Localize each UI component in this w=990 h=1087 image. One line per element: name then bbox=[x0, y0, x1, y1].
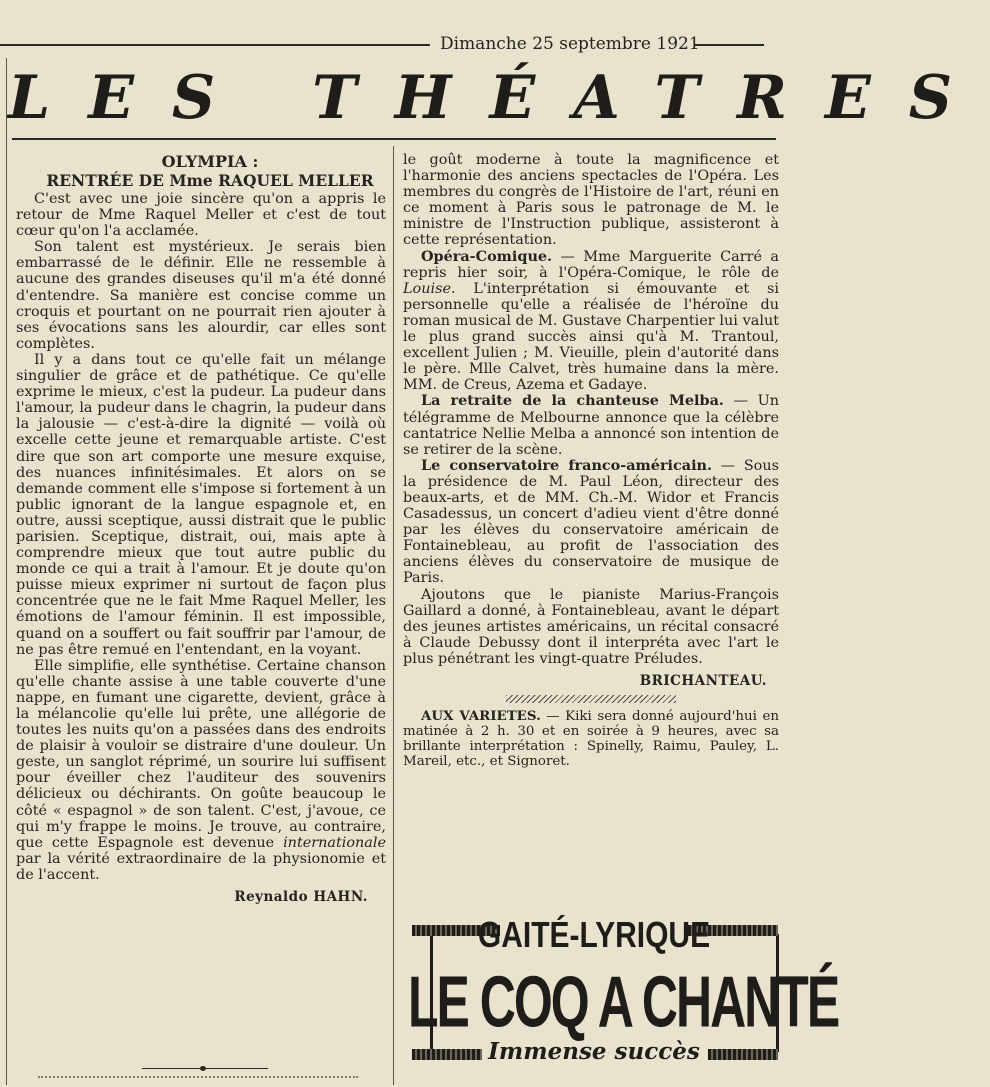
news-item-emphasis: Louise bbox=[403, 280, 451, 297]
news-item-text: — Kiki sera donné aujourd'hui en matinée à 2 h. 30 et en soirée à 9 heures, avec sa brillante interprétation : Spinelly, Raimu, Pauley, L. Mareil, etc., et Signoret. bbox=[403, 709, 780, 770]
news-item-lead: La retraite de la chanteuse Melba. bbox=[421, 392, 724, 410]
page-margin-rule bbox=[6, 58, 7, 1085]
dateline bbox=[0, 33, 800, 57]
continued-paragraph: le goût moderne à toute la magnificence et l'harmonie des anciens spectacles de l'Opéra. Les membres du congrès de l'Histoire de l'art, réuni en ce moment à Paris sous le patronage de M. le ministre de l'Instruction publique, assisteront à cette représentation. bbox=[403, 152, 779, 249]
news-item bbox=[403, 249, 779, 394]
article-text: par la vérité extraordinaire de la physionomie et de l'accent. bbox=[16, 850, 386, 883]
ad-venue: GAITÉ-LYRIQUE bbox=[477, 916, 711, 956]
article-text: Elle simplifie, elle synthétise. Certaine chanson qu'elle chante assise à une table couverte d'une nappe, en fumant une cigarette, devient, grâce à la mélancolie qu'elle lui prête, une allégorie de toutes les nuits qu'on a passées dans des endroits de plaisir à vouloir se distraire d'une douleur. Un geste, un sanglot réprimé, un sourire lui suffisent pour éveiller chez l'auditeur des souvenirs délicieux ou déchirants. On goûte beaucoup le côté « espagnol » de son talent. C'est, j'avoue, ce qui m'y frappe le moins. Je trouve, au contraire, que cette Espagnole est devenue bbox=[16, 657, 386, 851]
news-item-lead: AUX VARIETES. bbox=[421, 708, 541, 725]
section-title: LES THÉATRES bbox=[8, 63, 990, 133]
article-paragraph: Il y a dans tout ce qu'elle fait un mélange singulier de grâce et de pathétique. Ce qu'elle exprime le mieux, c'est la pudeur. La pudeur dans l'amour, la pudeur dans le chagrin, la pudeur dans la jalousie — c'est-à-dire la dignité — voilà où excelle cette jeune et remarquable artiste. C'est dire que son art comporte une mesure exquise, des nuances infinitésimales. Et alors on se demande comment elle s'impose si fortement à un public ignorant de la langue espagnole et, en outre, aussi sceptique, aussi distrait que le public parisien. Sceptique, distrait, oui, mais apte à comprendre mieux que tout autre public du monde ce qui a trait à l'amour. Et je doute qu'on puisse mieux exprimer ni surtout de façon plus concentrée que ne le fait Mme Raquel Meller, les émotions de l'amour féminin. Il est impossible, quand on a souffert ou fait souffrir par l'amour, de ne pas être remué en l'entendant, en la voyant. bbox=[16, 351, 386, 658]
news-paragraph: Ajoutons que le pianiste Marius-François Gaillard a donné, à Fontainebleau, avant le départ des jeunes artistes américains, un récital consacré à Claude Debussy dont il interpréta avec l'art le plus pénétrant les vingt-quatre Préludes. bbox=[403, 586, 779, 667]
article-subheading: RENTRÉE DE Mme RAQUEL MELLER bbox=[46, 171, 374, 190]
news-signature: BRICHANTEAU. bbox=[639, 673, 767, 689]
ad-tagline: Immense succès bbox=[488, 1038, 700, 1065]
advertisement-gaite-lyrique bbox=[408, 916, 839, 1068]
news-item-text: — Un télégramme de Melbourne annonce que la célèbre cantatrice Nellie Melba a annoncé son intention de se retirer de la scène. bbox=[403, 393, 780, 458]
news-item bbox=[403, 458, 779, 587]
section-title-rule bbox=[12, 138, 776, 140]
article-heading: OLYMPIA : bbox=[161, 152, 259, 171]
issue-date: Dimanche 25 septembre 1921 bbox=[440, 34, 700, 54]
article-paragraph: C'est avec une joie sincère qu'on a appris le retour de Mme Raquel Meller et c'est de tout cœur qu'on l'a acclamée. bbox=[16, 191, 386, 240]
article-end-ornament bbox=[142, 1068, 268, 1069]
news-item-text: . L'interprétation si émouvante et si personnelle qu'elle a réalisée de l'héroïne du roman musical de M. Gustave Charpentier lui valut le plus grand succès ainsi qu'à M. Trantoul, excellent Julien ; M. Vieuille, plein d'autorité dans le père. Mlle Calvet, très humaine dans la mère. MM. de Creus, Azema et Gadaye. bbox=[403, 280, 779, 394]
article-paragraph: Son talent est mystérieux. Je serais bien embarrassé de le définir. Elle ne ressemble à aucune des grandes diseuses qu'il m'a été donné d'entendre. Sa manière est concise comme un croquis et pourtant on ne pourrait rien ajouter à ses évocations sans les alourdir, car elles sont complètes. bbox=[16, 239, 386, 352]
cut-off-text-line bbox=[38, 1076, 358, 1087]
article-olympia bbox=[16, 152, 386, 1072]
article-paragraph bbox=[16, 658, 386, 883]
dateline-rule-left bbox=[0, 44, 430, 46]
theatre-news bbox=[403, 152, 779, 912]
news-item-varietes bbox=[403, 709, 779, 769]
news-item-text: — Mme Marguerite Carré a repris hier soir, à l'Opéra-Comique, le rôle de bbox=[403, 248, 779, 281]
news-item bbox=[403, 393, 779, 457]
ad-title: LE COQ A CHANTÉ bbox=[408, 961, 839, 1043]
news-item-lead: Opéra-Comique. bbox=[421, 247, 553, 265]
news-item-text: — Sous la présidence de M. Paul Léon, directeur des beaux-arts, et de MM. Ch.-M. Widor et Francis Casadessus, un concert d'adieu vient d'être donné par les élèves du conservatoire américain de Fontainebleau, au profit de l'association des anciens élèves du conservatoire de musique de Paris. bbox=[403, 457, 779, 587]
article-emphasis: internationale bbox=[283, 834, 386, 851]
column-divider bbox=[393, 146, 394, 1085]
article-signature: Reynaldo HAHN. bbox=[234, 889, 368, 906]
dateline-rule-right bbox=[694, 44, 764, 46]
wavy-separator bbox=[506, 695, 676, 703]
news-item-lead: Le conservatoire franco-américain. bbox=[421, 456, 713, 474]
